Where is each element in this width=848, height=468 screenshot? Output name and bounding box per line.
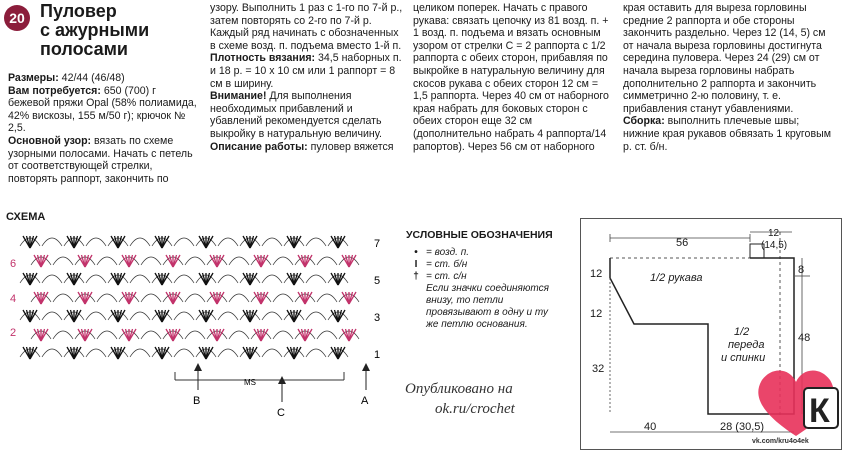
row-number-2: 2 [10,327,17,339]
chain-arc [273,294,293,302]
title-line-1: Пуловер [40,1,117,21]
chain-arc [306,349,326,357]
col3-paragraph [413,2,613,153]
col4-paragraph [623,2,833,115]
col2-paragraph [210,52,405,90]
chain-arc [174,275,194,283]
ms-label: MS [244,378,256,387]
text-column-3 [413,2,613,153]
chain-arc [229,294,249,302]
chain-arc [53,331,73,339]
row-number-3: 3 [374,312,381,324]
paragraph-text: края оставить для выреза горловины средние 2 раппорта и обе стороны закончить раздельно. Через 12 (14, 5) см от начала выреза горловины достигнута середина пуловера. Через 24 (29) см от начала выреза горловины набрать дополнительно 2 раппорта и закончить симметрично 2-ю половину, т. е. прибавления станут убавлениями. [623,2,826,115]
chain-arc [42,275,62,283]
chain-arc [273,331,293,339]
text-column-1 [8,72,198,185]
paragraph-label: Вам потребуется: [8,84,101,97]
legend-text: = возд. п. [426,247,469,258]
text-column-2 [210,2,405,153]
chain-arc [262,238,282,246]
paragraph-text: 650 (700) г бежевой пряжи Opal (58% полиамида, 42% вискозы, 155 м/50 г); крючок № 2,5. [8,84,197,135]
col2-paragraph [210,141,405,154]
chain-arc [141,331,161,339]
chain-arc [229,331,249,339]
dim-bottom-right: 28 (30,5) [720,421,765,433]
legend-text: = ст. б/н [426,259,468,270]
paragraph-text: целиком поперек. Начать с правого рукава: связать цепочку из 81 возд. п. + 1 возд. п. подъема и вязать основным узором от стрелки С = 2 раппорта с 1/2 раппорта с обеих сторон, прибавляя по выкройке в натуральную величину для скосов рукава с обеих сторон 12 см = 1,5 раппорта. Через 40 см от наборного края набрать для боковых сторон с обеих сторон еще 32 см (дополнительно набрать 4 раппорта/14 рапортов). Через 56 см от наборного [413,2,609,153]
chain-arc [174,349,194,357]
chain-arc [185,257,205,265]
col1-paragraph [8,72,198,85]
published-line-2: ok.ru/crochet [435,401,515,417]
legend-title: УСЛОВНЫЕ ОБОЗНАЧЕНИЯ [406,229,553,241]
chain-arc [262,275,282,283]
chain-arc [174,312,194,320]
legend-item-sc [406,259,556,271]
chain-arc [317,331,337,339]
chain-arc [218,312,238,320]
chain-arc [185,294,205,302]
title-line-3: полосами [40,39,128,59]
col4-paragraph [623,115,833,153]
dim-neck-width: 12 [768,228,780,239]
heart-k-logo [752,366,848,442]
published-note [405,379,515,419]
schema-label: СХЕМА [6,211,46,223]
chain-arc [317,257,337,265]
legend-item-chain [406,247,556,259]
chain-arc [53,257,73,265]
body-label-1: 1/2 [734,326,750,338]
paragraph-text: пуловер вяжется [307,140,394,153]
chain-arc [86,312,106,320]
dim-sleeve-left: 12 [590,268,603,280]
paragraph-text: 42/44 (46/48) [58,72,125,84]
chain-arc [97,331,117,339]
chain-arc [317,294,337,302]
dim-sleeve-slope: 12 [590,308,603,320]
arrow-b-label: B [193,395,201,407]
chain-arc [130,349,150,357]
dim-body-height: 48 [798,332,811,344]
chain-arc [174,238,194,246]
chain-arc [97,294,117,302]
chain-arc [130,275,150,283]
row-number-6: 6 [10,258,17,270]
legend-note: Если значки соединяются внизу, то петли провязывают в одну и ту же петлю основания. [426,283,549,330]
legend [406,247,556,331]
chain-arc [262,312,282,320]
title-line-2: с ажурными [40,20,150,40]
chain-arc [42,312,62,320]
chain-arc [53,294,73,302]
legend-item-dc [406,271,556,283]
paragraph-label: Сборка: [623,115,665,128]
text-column-4 [623,2,833,153]
row-number-1: 1 [374,349,381,361]
paragraph-text: вязать по схеме узорными полосами. Начать с петель от соответствующей стрелки, повторять раппорт, закончить по [8,134,193,185]
chain-arc [97,257,117,265]
arrow-c-label: C [277,407,285,419]
col1-paragraph [8,135,198,185]
paragraph-label: Описание работы: [210,140,308,153]
chain-arc [86,349,106,357]
page-title [40,2,149,59]
row-number-5: 5 [374,275,381,287]
dim-neck-depth: 8 [798,264,805,276]
chain-arc [86,275,106,283]
dim-bottom-left: 40 [644,421,657,433]
legend-symbol: • [414,247,418,258]
paragraph-label: Плотность вязания: [210,52,316,65]
chain-arc [273,257,293,265]
paragraph-label: Размеры: [8,72,59,84]
body-label-3: и спинки [721,352,766,364]
row-number-7: 7 [374,238,381,250]
magazine-number-badge: 20 [4,5,30,31]
watermark-letter: К [809,392,830,430]
col2-paragraph [210,2,405,52]
watermark-url: vk.com/kru4o4ek [752,438,809,445]
body-label-2: переда [728,339,765,351]
arrow-a-label: A [361,395,369,407]
dim-side-height: 32 [592,363,605,375]
chain-arc [141,257,161,265]
legend-symbol: І [414,259,418,270]
col2-paragraph [210,90,405,140]
legend-symbol: † [413,271,419,282]
dim-neck-width-alt: (14,5) [761,240,788,251]
chain-arc [218,238,238,246]
chain-arc [306,275,326,283]
published-line-1: Опубликовано на [405,381,513,397]
chain-arc [86,238,106,246]
chain-arc [306,312,326,320]
chain-arc [130,312,150,320]
chain-arc [42,349,62,357]
chain-arc [218,275,238,283]
row-number-4: 4 [10,293,17,305]
chain-arc [42,238,62,246]
dim-top-width: 56 [676,237,689,249]
paragraph-text: Для выполнения необходимых прибавлений и убавлений рекомендуется сделать выкройку в натуральную величину. [210,90,382,140]
chain-arc [141,294,161,302]
chain-arc [185,331,205,339]
paragraph-text: узору. Выполнить 1 раз с 1-го по 7-й р., затем повторять со 2-го по 7-й р. Каждый ряд начинать с обозначенных в схеме возд. п. подъема вместо 1-й п. [210,2,403,52]
crochet-chart [0,222,400,422]
paragraph-label: Внимание! [210,90,267,103]
paragraph-label: Основной узор: [8,134,92,147]
legend-text: = ст. с/н [426,271,467,282]
chain-arc [229,257,249,265]
col1-paragraph [8,85,198,135]
chain-arc [130,238,150,246]
paragraph-text: выполнить плечевые швы; нижние края рукавов обвязать 1 круговым р. ст. б/н. [623,115,831,153]
paragraph-text: 34,5 наборных п. и 18 р. = 10 х 10 см или 1 раппорт = 8 см в ширину. [210,52,402,90]
sleeve-label: 1/2 рукава [650,272,703,284]
chain-arc [218,349,238,357]
chain-arc [306,238,326,246]
chain-arc [262,349,282,357]
